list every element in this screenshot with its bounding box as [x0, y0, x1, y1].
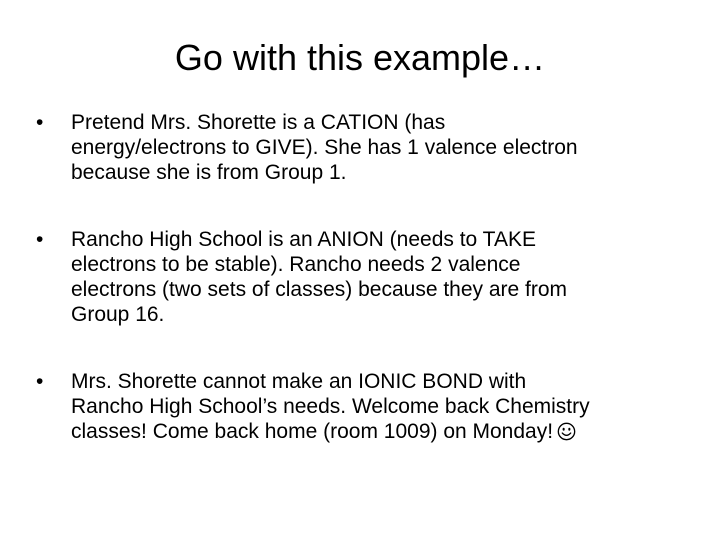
- bullet-line: energy/electrons to GIVE). She has 1 valence electron: [71, 136, 578, 159]
- bullet-marker: •: [36, 111, 44, 134]
- bullet-line: Mrs. Shorette cannot make an IONIC BOND with: [71, 370, 527, 393]
- bullet-line-text: classes! Come back home (room 1009) on Monday!: [71, 420, 554, 443]
- bullet-line: Pretend Mrs. Shorette is a CATION (has: [71, 111, 446, 134]
- bullet-item-ionic-bond: [36, 369, 696, 444]
- bullet-item-cation: [36, 110, 696, 185]
- bullet-line: Rancho High School’s needs. Welcome back Chemistry: [71, 395, 590, 418]
- bullet-line: because she is from Group 1.: [71, 161, 347, 184]
- slide-title: Go with this example…: [174, 37, 546, 78]
- bullet-line: electrons (two sets of classes) because they are from: [71, 278, 568, 301]
- bullet-line-with-icon: [71, 419, 696, 444]
- bullet-line: electrons to be stable). Rancho needs 2 valence: [71, 253, 521, 276]
- bullet-marker: •: [36, 370, 44, 393]
- smiley-face-icon: [557, 422, 576, 441]
- bullet-marker: •: [36, 228, 44, 251]
- bullet-line: Rancho High School is an ANION (needs to TAKE: [71, 228, 536, 251]
- bullet-item-anion: [36, 227, 696, 327]
- bullet-line: Group 16.: [71, 303, 165, 326]
- bullet-list: [36, 110, 696, 444]
